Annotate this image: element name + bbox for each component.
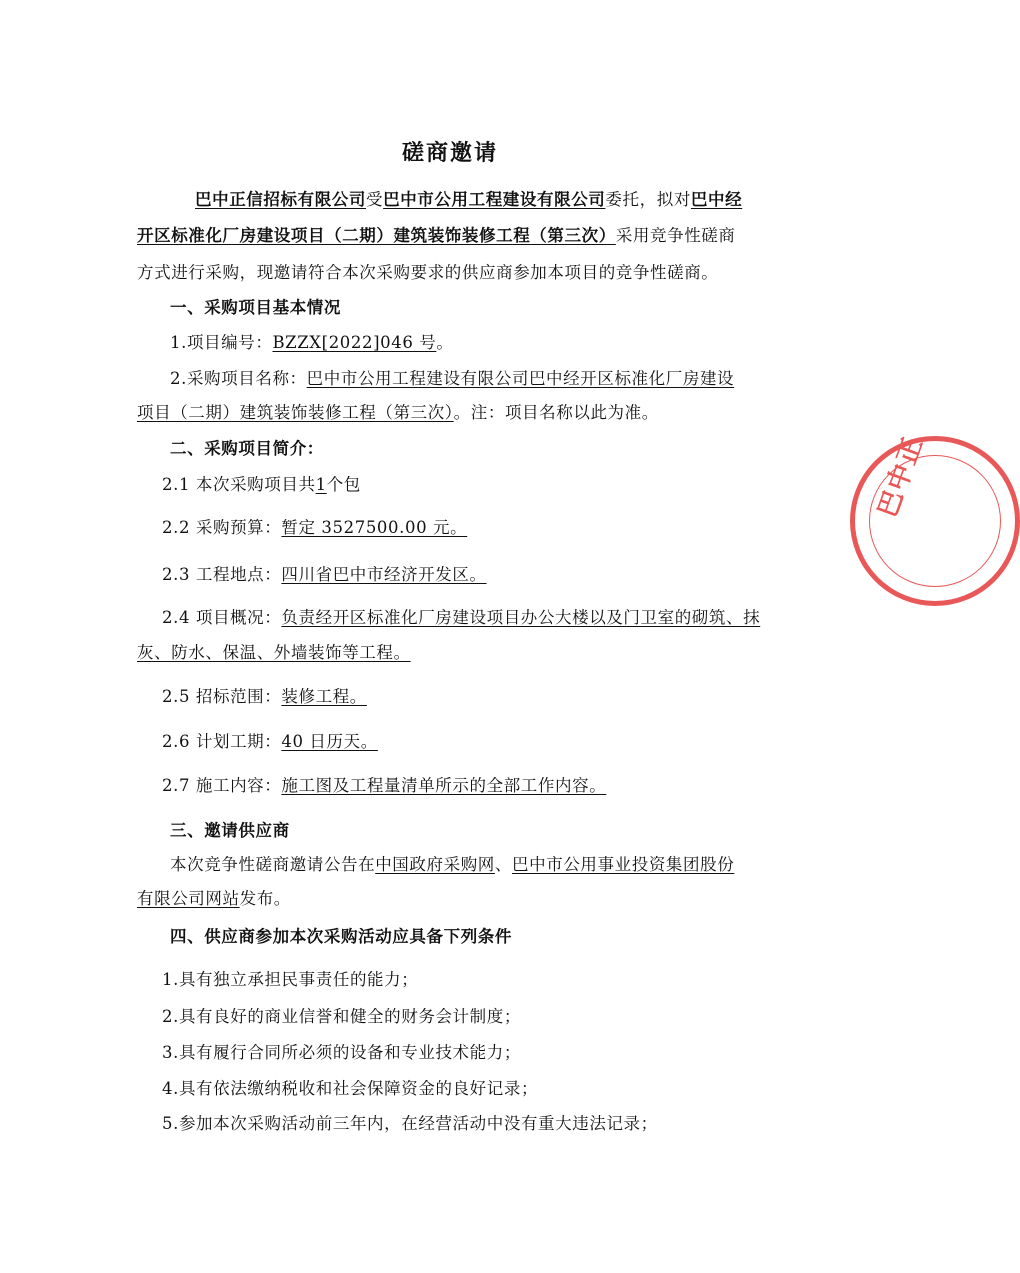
item-2-4: 2.4 项目概况：负责经开区标准化厂房建设项目办公大楼以及门卫室的砌筑、抹 (162, 608, 761, 627)
section3-line-2: 有限公司网站发布。 (137, 889, 291, 908)
page-title: 磋商邀请 (401, 140, 498, 166)
item-2-4-cont: 灰、防水、保温、外墙装饰等工程。 (137, 643, 411, 662)
intro-line-1: 巴中正信招标有限公司受巴中市公用工程建设有限公司委托，拟对巴中经 (195, 190, 743, 209)
section1-heading: 一、采购项目基本情况 (170, 298, 341, 317)
agent-name: 巴中正信招标有限公司 (195, 190, 366, 209)
item-2-1: 2.1 本次采购项目共1个包 (162, 475, 361, 494)
section3-heading: 三、邀请供应商 (170, 821, 290, 840)
condition-item: 1.具有独立承担民事责任的能力； (162, 970, 419, 989)
section3-line-1: 本次竞争性磋商邀请公告在中国政府采购网、巴中市公用事业投资集团股份 (170, 855, 735, 874)
project-number: BZZX[2022]046 号 (272, 333, 437, 352)
item-2-3: 2.3 工程地点：四川省巴中市经济开发区。 (162, 565, 487, 584)
section4-heading: 四、供应商参加本次采购活动应具备下列条件 (170, 927, 512, 946)
seal-text: 巴中正 (872, 432, 930, 522)
item-2-7: 2.7 施工内容：施工图及工程量清单所示的全部工作内容。 (162, 776, 607, 795)
condition-item: 4.具有依法缴纳税收和社会保障资金的良好记录； (162, 1079, 539, 1098)
item-2-5: 2.5 招标范围：装修工程。 (162, 687, 367, 706)
intro-line-3: 方式进行采购，现邀请符合本次采购要求的供应商参加本项目的竞争性磋商。 (137, 263, 719, 282)
section2-heading: 二、采购项目简介： (170, 439, 324, 458)
site-group-website: 有限公司网站 (137, 889, 240, 908)
item-2-2: 2.2 采购预算：暂定 3527500.00 元。 (162, 518, 468, 537)
item-project-number: 1.项目编号：BZZX[2022]046 号。 (170, 333, 454, 352)
project-name-part1: 巴中经 (690, 190, 743, 209)
condition-item: 2.具有良好的商业信誉和健全的财务会计制度； (162, 1007, 521, 1026)
budget-value: 暂定 3527500.00 元。 (281, 518, 468, 537)
company-seal (850, 432, 1020, 606)
intro-line-2: 开区标准化厂房建设项目（二期）建筑装饰装修工程（第三次）采用竞争性磋商 (137, 226, 736, 245)
item-2-6: 2.6 计划工期：40 日历天。 (162, 732, 378, 751)
site-ccgp: 中国政府采购网 (375, 855, 495, 874)
condition-item: 5.参加本次采购活动前三年内，在经营活动中没有重大违法记录； (162, 1114, 658, 1133)
project-name-part2: 开区标准化厂房建设项目（二期）建筑装饰装修工程（第三次） (137, 226, 616, 245)
item-project-title-cont: 项目（二期）建筑装饰装修工程（第三次）。注：项目名称以此为准。 (137, 403, 659, 422)
client-name: 巴中市公用工程建设有限公司 (383, 190, 606, 209)
condition-item: 3.具有履行合同所必须的设备和专业技术能力； (162, 1043, 521, 1062)
item-project-title: 2.采购项目名称：巴中市公用工程建设有限公司巴中经开区标准化厂房建设 (170, 369, 735, 388)
